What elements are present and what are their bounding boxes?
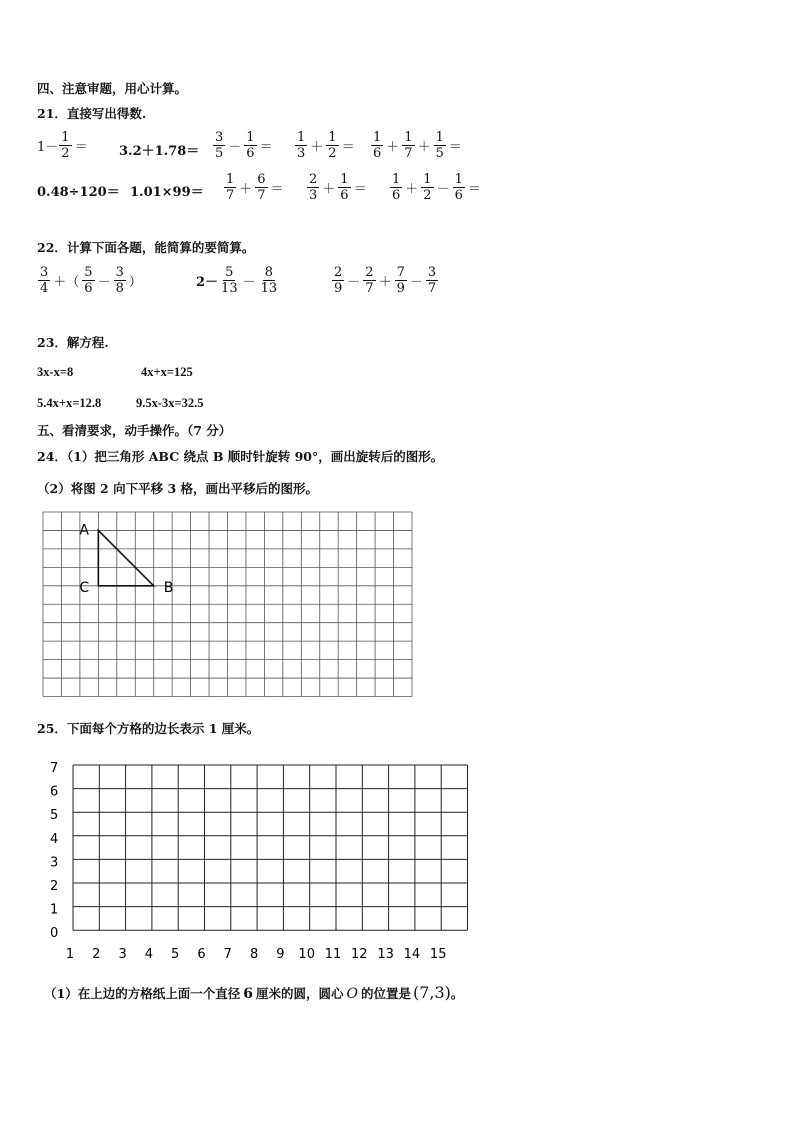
q24-part-1: 24．（1）把三角形 ABC 绕点 B 顺时针旋转 90°，画出旋转后的图形。 bbox=[37, 449, 444, 464]
q21-expr-8: $\frac{1}{7}$ ＋ $\frac{6}{7}$ ＝ bbox=[226, 172, 284, 203]
q25-grid bbox=[44, 754, 484, 959]
q25-x-tick-label: 8 bbox=[249, 947, 259, 959]
q21-expr-9: $\frac{2}{3}$ ＋ $\frac{1}{6}$ ＝ bbox=[309, 172, 367, 203]
q23-equation-4: 9.5x-3x=32.5 bbox=[136, 396, 204, 410]
q25-part-1-mid2: 的位置是 bbox=[360, 986, 411, 1001]
q21-expr-7: 1.01×99＝ bbox=[130, 185, 204, 200]
q21-expr-10: $\frac{1}{6}$ ＋ $\frac{1}{2}$ － $\frac{1}{6}$ ＝ bbox=[392, 172, 481, 203]
q23-title: 23．解方程. bbox=[37, 335, 109, 350]
q25-y-tick-label: 7 bbox=[50, 761, 59, 776]
q25-x-tick-label: 15 bbox=[429, 947, 447, 959]
q21-expr-2: 3.2＋1.78＝ bbox=[119, 144, 200, 159]
label-a: A bbox=[79, 522, 89, 539]
q25-y-tick-label: 3 bbox=[50, 855, 59, 871]
q25-x-tick-label: 14 bbox=[403, 947, 421, 959]
q25-x-tick-label: 3 bbox=[118, 947, 127, 959]
q25-y-tick-label: 4 bbox=[50, 831, 59, 847]
q25-part-1-prefix: （1）在上边的方格纸上面一个直径 bbox=[44, 986, 241, 1001]
q25-diameter: 6 bbox=[243, 986, 253, 1002]
q25-x-tick-label: 7 bbox=[223, 947, 232, 959]
q25-x-tick-label: 5 bbox=[171, 947, 180, 959]
q25-part-1-end: 。 bbox=[450, 986, 464, 1001]
q25-x-tick-label: 6 bbox=[197, 947, 206, 959]
q21-title: 21．直接写出得数. bbox=[37, 106, 147, 121]
q25-title: 25．下面每个方格的边长表示 1 厘米。 bbox=[37, 721, 260, 736]
q25-x-tick-label: 12 bbox=[351, 947, 368, 959]
q21-expr-4: $\frac{1}{3}$ ＋ $\frac{1}{2}$ ＝ bbox=[297, 130, 355, 161]
q25-y-tick-label: 5 bbox=[50, 808, 59, 824]
q21-expr-6: 0.48÷120＝ bbox=[37, 185, 120, 200]
q25-x-tick-label: 1 bbox=[65, 947, 75, 959]
q25-y-tick-label: 1 bbox=[50, 902, 59, 918]
q22-expr-1: $\frac{3}{4}$ ＋（ $\frac{5}{6}$ － $\frac{3}{8}$ ） bbox=[40, 265, 142, 296]
q23-equation-3: 5.4x+x=12.8 bbox=[37, 396, 102, 410]
q24-part-2: （2）将图 2 向下平移 3 格，画出平移后的图形。 bbox=[37, 481, 319, 496]
label-c: C bbox=[79, 579, 90, 596]
q25-y-tick-label: 2 bbox=[50, 879, 59, 894]
q25-y-ticks bbox=[50, 761, 58, 941]
q25-center-o: O bbox=[346, 986, 358, 1002]
q25-x-tick-label: 10 bbox=[298, 947, 315, 959]
q21-expr-5: $\frac{1}{6}$ ＋ $\frac{1}{7}$ ＋ $\frac{1}{5}$ ＝ bbox=[373, 130, 462, 161]
q25-grid-lines bbox=[73, 765, 468, 930]
q25-x-tick-label: 11 bbox=[324, 947, 342, 959]
q25-y-tick-label: 6 bbox=[50, 784, 59, 800]
q25-x-tick-label: 2 bbox=[92, 947, 101, 959]
q23-equation-2: 4x+x=125 bbox=[141, 365, 193, 379]
section-5-title: 五、看清要求，动手操作。（7 分） bbox=[37, 423, 232, 438]
q25-part-1-mid: 厘米的圆，圆心 bbox=[255, 986, 344, 1001]
q25-coords: (7,3) bbox=[412, 983, 451, 1002]
q25-x-ticks bbox=[66, 947, 447, 959]
section-4-title: 四、注意审题，用心计算。 bbox=[37, 81, 188, 96]
q22-title: 22．计算下面各题，能简算的要简算。 bbox=[37, 240, 255, 255]
q25-part-1 bbox=[44, 983, 463, 1002]
q25-x-tick-label: 13 bbox=[377, 947, 394, 959]
q24-grid bbox=[38, 506, 418, 702]
q25-x-tick-label: 9 bbox=[276, 947, 285, 959]
q22-expr-3: $\frac{2}{9}$ － $\frac{2}{7}$ ＋ $\frac{7}{9}$ － $\frac{3}{7}$ bbox=[334, 265, 437, 296]
label-b: B bbox=[163, 579, 174, 596]
q21-expr-1: 1－ $\frac{1}{2}$ ＝ bbox=[37, 130, 88, 161]
triangle-abc bbox=[98, 530, 153, 585]
q23-equation-1: 3x-x=8 bbox=[37, 365, 74, 379]
q25-y-tick-label: 0 bbox=[50, 926, 59, 942]
q22-expr-2: 2－ $\frac{5}{13}$ － $\frac{8}{13}$ bbox=[196, 265, 278, 296]
q25-x-tick-label: 4 bbox=[144, 947, 154, 959]
q21-expr-3: $\frac{3}{5}$ － $\frac{1}{6}$ ＝ bbox=[215, 130, 273, 161]
